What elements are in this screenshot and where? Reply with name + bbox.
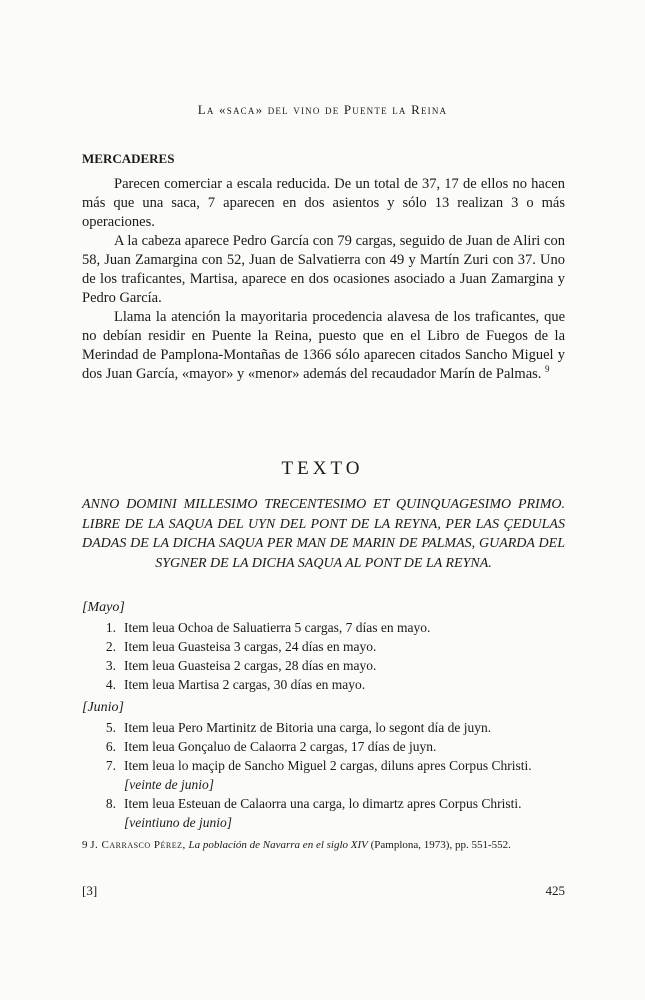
- document-intro: ANNO DOMINI MILLESIMO TRECENTESIMO ET QUINQUAGESIMO PRIMO. LIBRE DE LA SAQUA DEL UYN DEL PONT DE LA REYNA, PER LAS ÇEDULAS DADAS DE LA DICHA SAQUA PER MAN DE MARIN DE PALMAS, GUARDA DEL SYGNER DE LA DICHA SAQUA AL PONT DE LA REYNA.: [82, 497, 565, 571]
- page-marker: [3]: [82, 883, 98, 898]
- paragraph-text: Llama la atención la mayoritaria procedencia alavesa de los traficantes, que no debían residir en Puente la Reina, puesto que en el Libro de Fuegos de la Merindad de Pamplona-Montañas de 1366 sólo aparecen citados Sancho Miguel y dos Juan García, «mayor» y «menor» además del recaudador Marín de Palmas.: [82, 309, 565, 382]
- entry-list-junio: [82, 718, 572, 832]
- footnote-author: J. Carrasco Pérez,: [90, 839, 186, 851]
- footnote-reference: 9: [545, 364, 550, 375]
- footnote-title: La población de Navarra en el siglo XIV: [188, 839, 368, 851]
- body-text: [82, 175, 565, 384]
- entry-number: 7.: [105, 758, 116, 773]
- entry-number: 3.: [105, 658, 116, 673]
- footnote: [82, 838, 565, 853]
- entry-main-text: Item leua lo maçip de Sancho Miguel 2 cargas, diluns apres Corpus Christi.: [124, 758, 532, 773]
- entry-text: Item leua Guasteisa 2 cargas, 28 días en mayo.: [124, 658, 377, 673]
- entry-text: Item leua Ochoa de Saluatierra 5 cargas, 7 días en mayo.: [124, 620, 431, 635]
- entry-number: 2.: [105, 639, 116, 654]
- entry-number: 4.: [105, 677, 116, 692]
- entry-number: 5.: [105, 720, 116, 735]
- entry-text: Item leua Pero Martinitz de Bitoria una carga, lo segont día de juyn.: [124, 720, 492, 735]
- entry-text: Item leua Guasteisa 3 cargas, 24 días en mayo.: [124, 639, 377, 654]
- list-item: [82, 656, 572, 675]
- list-item: [82, 718, 572, 737]
- list-item: [82, 737, 572, 756]
- footnote-citation: (Pamplona, 1973), pp. 551-552.: [370, 839, 511, 851]
- list-item: [82, 675, 572, 694]
- entry-text: Item leua Martisa 2 cargas, 30 días en mayo.: [124, 677, 366, 692]
- entry-number: 1.: [105, 620, 116, 635]
- entry-main-text: Item leua Esteuan de Calaorra una carga, lo dimartz apres Corpus Christi.: [124, 796, 522, 811]
- entry-text: [124, 756, 572, 794]
- entry-text: Item leua Gonçaluo de Calaorra 2 cargas, 17 días de juyn.: [124, 739, 437, 754]
- entry-number: 6.: [105, 739, 116, 754]
- paragraph: A la cabeza aparece Pedro García con 79 cargas, seguido de Juan de Aliri con 58, Juan Zamargina con 52, Juan de Salvatierra con 49 y Martín Zuri con 37. Uno de los traficantes, Martisa, aparece en dos ocasiones asociado a Juan Zamargina y Pedro García.: [82, 233, 565, 306]
- entry-text: [124, 794, 572, 832]
- month-label-junio: [Junio]: [82, 700, 124, 715]
- entry-date-note: [veinte de junio]: [124, 777, 214, 792]
- entry-number: 8.: [105, 796, 116, 811]
- paragraph: [82, 308, 565, 384]
- footnote-number: 9: [82, 839, 88, 851]
- texto-title: TEXTO: [281, 458, 364, 479]
- list-item: [82, 756, 572, 794]
- entry-list-mayo: [82, 618, 572, 694]
- month-label-mayo: [Mayo]: [82, 600, 125, 615]
- entry-date-note: [veintiuno de junio]: [124, 815, 232, 830]
- running-head: La «saca» del vino de Puente la Reina: [197, 102, 448, 117]
- list-item: [82, 637, 572, 656]
- page-number: 425: [545, 883, 565, 898]
- paragraph: Parecen comerciar a escala reducida. De un total de 37, 17 de ellos no hacen más que una saca, 7 aparecen en dos asientos y sólo 13 realizan 3 o más operaciones.: [82, 176, 565, 230]
- list-item: [82, 618, 572, 637]
- list-item: [82, 794, 572, 832]
- section-heading: MERCADERES: [82, 151, 175, 166]
